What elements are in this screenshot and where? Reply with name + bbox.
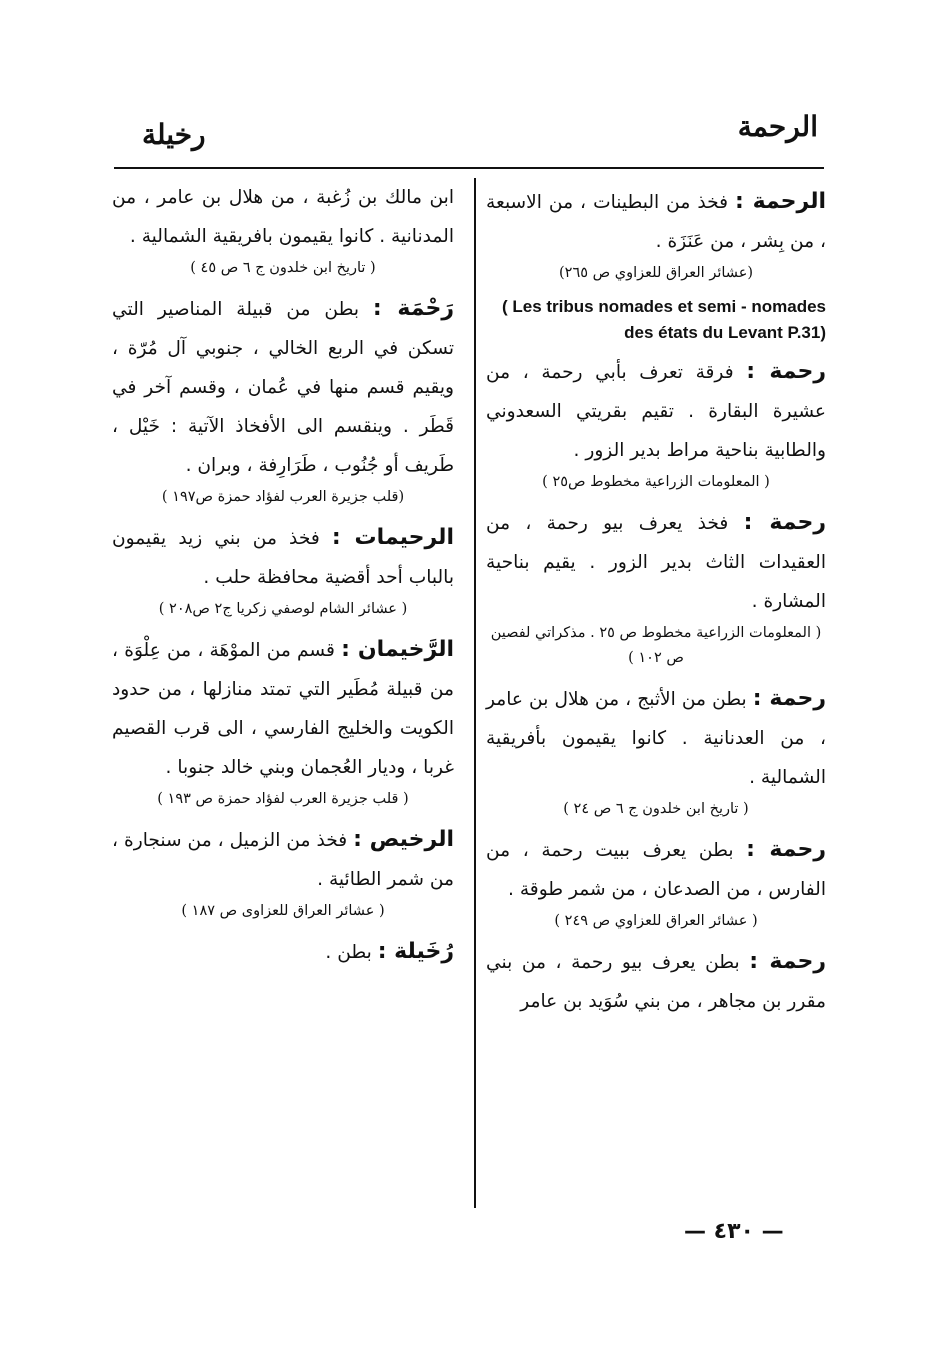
entry: [486, 352, 826, 495]
entry-headword: رحمة :: [752, 686, 826, 711]
entry-source: ( المعلومات الزراعية مخطوط ص٢٥ ): [542, 474, 770, 490]
entry: [112, 518, 454, 622]
entry-source: ( عشائر الشام لوصفي زكريا ج٢ ص٢٠٨ ): [158, 601, 408, 617]
entry-text: بطن من قبيلة المناصير التي تسكن في الربع الخالي ، جنوبي آل مُرّة ، ويقيم قسم منها في عُمان ، وقسم آخر في قَطَر . وينقسم الى الأفخاذ الآتية : خَيْل ، طَريف أو جُنُوب ، طَرَارِفة ، وبران .: [112, 299, 454, 476]
entry-source: ( المعلومات الزراعية مخطوط ص ٢٥ . مذكراتي لفصين ص ١٠٢ ): [490, 625, 822, 666]
entry-text: فخذ من بني زيد يقيمون بالباب أحد أقضية محافظة حلب .: [112, 528, 454, 588]
entry: [486, 503, 826, 671]
entry-source: ( قلب جزيرة العرب لفؤاد حمزة ص ١٩٣ ): [157, 791, 409, 807]
entry-text: فرقة تعرف بأبي رحمة ، من عشيرة البقارة . تقيم بقريتي السعدوني والطابية بناحية مراط بدير الزور .: [486, 362, 826, 461]
header-rule: [114, 167, 824, 169]
right-column: [486, 182, 826, 1021]
running-header-left: رخيلة: [142, 118, 206, 151]
entry-text: بطن يعرف ببيت رحمة ، من الفارس ، من الصدعان ، من شمر طوقة .: [486, 840, 826, 900]
entry-text: بطن يعرف بيو رحمة ، من بني مقرر بن مجاهر ، من بني سُوَيد بن عامر: [486, 952, 826, 1012]
entry: [112, 289, 454, 510]
entry-headword: رحمة :: [746, 837, 826, 862]
entry-text: بطن من الأثبج ، من هلال بن عامر ، من العدنانية . كانوا يقيمون بأفريقية الشمالية .: [486, 689, 826, 788]
entry: [486, 830, 826, 934]
entry: [112, 820, 454, 924]
entry: [486, 182, 826, 346]
entry-headword: رحمة :: [746, 359, 826, 384]
entry-text: فخذ من البطينات ، من الاسبعة ، من بِشر ، من عَنَزَة .: [486, 192, 826, 252]
left-column: [112, 178, 454, 972]
entry-text: فخذ يعرف بيو رحمة ، من العقيدات الثاث بدير الزور . يقيم بناحية المشارة .: [486, 513, 826, 612]
entry-text: قسم من الموْهَة ، من عِلْوَة ، من قبيلة مُطَير التي تمتد منازلها ، من حدود الكويت والخليج الفارسي ، الى قرب القصيم غربا ، وديار العُجمان وبني خالد جنوبا .: [112, 640, 454, 778]
running-header-right: الرحمة: [737, 110, 818, 143]
entry-source: ( تاريخ ابن خلدون ج ٦ ص ٤٥ ): [190, 260, 376, 276]
entry-source: ( عشائر العراق للعزاوي ص ٢٤٩ ): [554, 913, 758, 929]
entry-text: فخذ من الزميل ، من سنجارة ، من شمر الطائية .: [112, 830, 454, 890]
entry-headword: رُخَيلة :: [377, 939, 454, 964]
entry-headword: الرحيمات :: [331, 525, 454, 550]
entry-headword: الرخيص :: [353, 827, 454, 852]
entry-source-latin: ( Les tribus nomades et semi - nomades des états du Levant P.31): [501, 297, 826, 342]
entry: [112, 178, 454, 281]
entry: [486, 679, 826, 822]
entry-headword: الرَّخيمان :: [341, 637, 454, 662]
page-number: — ٤٣٠ —: [684, 1219, 784, 1244]
entry: [112, 932, 454, 972]
entry-headword: رَحْمَة :: [372, 296, 454, 321]
entry-text: ابن مالك بن زُغبة ، من هلال بن عامر ، من المدنانية . كانوا يقيمون بافريقية الشمالية .: [112, 187, 454, 247]
entry-text: بطن .: [325, 942, 372, 963]
entry-source: ( تاريخ ابن خلدون ج ٦ ص ٢٤ ): [563, 801, 749, 817]
entry-headword: رحمة :: [749, 949, 826, 974]
entry-source: ( عشائر العراق للعزاوى ص ١٨٧ ): [181, 903, 385, 919]
entry: [112, 630, 454, 812]
entry-headword: رحمة :: [743, 510, 826, 535]
entry-headword: الرحمة :: [735, 189, 826, 214]
entry: [486, 942, 826, 1021]
entry-source: (قلب جزيرة العرب لفؤاد حمزة ص١٩٧ ): [161, 489, 405, 505]
column-divider: [474, 178, 476, 1208]
entry-source: (عشائر العراق للعزاوي ص ٢٦٥): [558, 265, 754, 281]
